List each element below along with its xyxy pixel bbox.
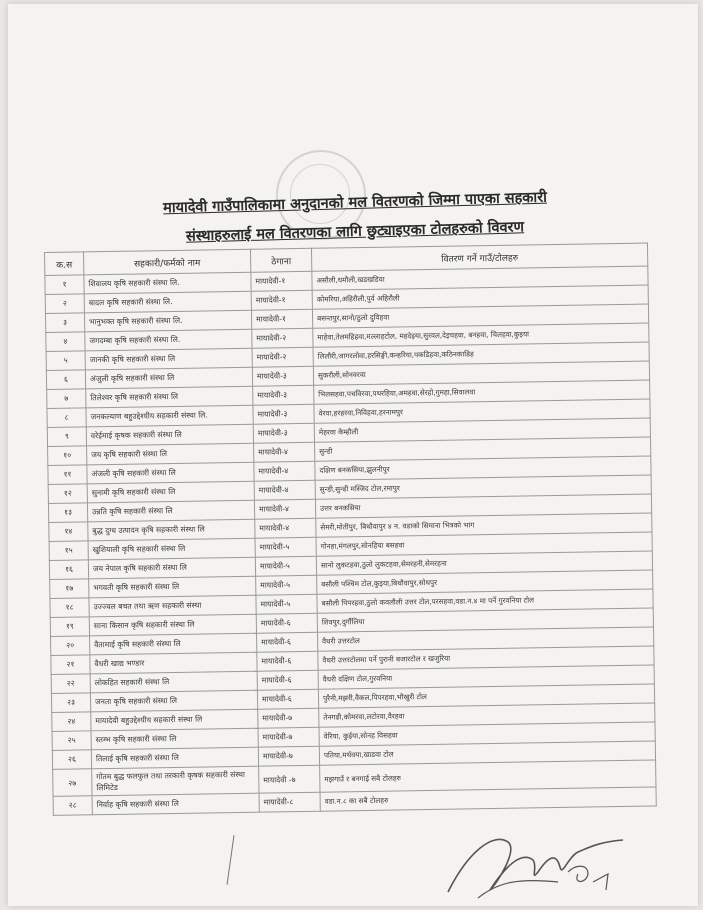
signature xyxy=(438,812,628,908)
row-serial: ११ xyxy=(48,465,87,485)
header-serial: क.स xyxy=(45,252,84,276)
row-villages-wards: तेनगढी,कोमरवा,लटोरवा,वैरहवा xyxy=(319,703,655,727)
header-address: ठेगाना xyxy=(250,248,311,272)
row-serial: १४ xyxy=(49,522,88,542)
row-address: मायादेवी-५ xyxy=(256,575,317,595)
row-serial: ६ xyxy=(46,370,85,390)
document-title-line-1: मायादेवी गाउँपालिकामा अनुदानको मल वितरणको जिम्मा पाएका सहकारी xyxy=(162,188,548,217)
row-serial: ७ xyxy=(47,389,86,409)
row-cooperative-name: अंजुली कृषि सहकारी संस्था लि xyxy=(85,367,252,389)
row-serial: २० xyxy=(51,636,90,656)
row-address: मायादेवी-२ xyxy=(252,328,313,348)
row-address: मायादेवी-२ xyxy=(252,347,313,367)
row-serial: २१ xyxy=(51,655,90,675)
row-serial: २४ xyxy=(52,712,91,732)
header-cooperative-name: सहकारी/फर्मको नाम xyxy=(84,249,251,275)
row-serial: १३ xyxy=(48,503,87,523)
row-address: मायादेवी -७ xyxy=(259,765,320,793)
row-serial: २२ xyxy=(51,674,90,694)
row-serial: २३ xyxy=(51,693,90,713)
row-address: मायादेवी-१ xyxy=(251,290,312,310)
row-cooperative-name: स्तम्भ कृषि सहकारी संस्था लि xyxy=(91,728,258,750)
row-serial: ४ xyxy=(46,332,85,352)
row-cooperative-name: जय नेपाल कृषि सहकारी संस्था लि xyxy=(88,557,255,579)
row-villages-wards: सुन्डी xyxy=(315,437,651,461)
row-serial: २६ xyxy=(52,750,91,770)
row-address: मायादेवी-७ xyxy=(258,708,319,728)
row-serial: ८ xyxy=(47,408,86,428)
row-serial: २ xyxy=(45,294,84,314)
row-villages-wards: बसौली पश्चिम टोल,कुइया,बिथौवापुर,सोधपुर xyxy=(317,570,653,594)
row-address: मायादेवी-४ xyxy=(254,480,315,500)
row-cooperative-name: जानकी कृषि सहकारी संस्था लि xyxy=(85,348,252,370)
row-serial: ९ xyxy=(47,427,86,447)
row-villages-wards: वैधरी उत्तरटोलमा पर्ने पुरानी बजारटोल र खजुरिया xyxy=(318,646,654,670)
row-address: मायादेवी-६ xyxy=(256,613,317,633)
row-villages-wards: मेहरवा केम्हौली xyxy=(314,418,650,442)
row-address: मायादेवी-६ xyxy=(257,651,318,671)
row-address: मायादेवी-३ xyxy=(253,404,314,424)
row-cooperative-name: उन्नति कृषि सहकारी संस्था लि xyxy=(87,500,254,522)
row-cooperative-name: बादल कृषि सहकारी संस्था लि. xyxy=(84,291,251,313)
row-cooperative-name: लोकहित सहकारी संस्था लि xyxy=(90,671,257,693)
row-address: मायादेवी-६ xyxy=(257,689,318,709)
row-serial: १२ xyxy=(48,484,87,504)
row-address: मायादेवी-६ xyxy=(257,632,318,652)
row-villages-wards: शिवपुर,दुर्गौलिया xyxy=(317,608,653,632)
row-serial: १८ xyxy=(50,598,89,618)
row-cooperative-name: जय कृषि सहकारी संस्था लि xyxy=(87,443,254,465)
row-cooperative-name: शिवालय कृषि सहकारी संस्था लि. xyxy=(84,272,251,294)
row-cooperative-name: तिलेश्वर कृषि सहकारी संस्था लि xyxy=(86,386,253,408)
row-serial: १५ xyxy=(49,541,88,561)
row-villages-wards: बसौली पिपरहवा,ठुलो कवलौली उत्तर टोल,परसहवा,वडा.न.४ मा पर्ने गुरवनिया टोल xyxy=(317,589,653,613)
row-address: मायादेवी-३ xyxy=(252,366,313,386)
row-cooperative-name: सुनामी कृषि सहकारी संस्था लि xyxy=(87,481,254,503)
row-villages-wards: सुकरौली,सोनवरवा xyxy=(313,361,649,385)
row-address: मायादेवी-६ xyxy=(257,670,318,690)
row-address: मायादेवी-५ xyxy=(255,537,316,557)
row-villages-wards: पुरैनी,मझरी,वैकल,पिपरहवा,भौखुरी टोल xyxy=(318,684,654,708)
row-cooperative-name: तिलाई कृषि सहकारी संस्था लि xyxy=(91,747,258,769)
row-villages-wards: लिलौरी,जागरलोवा,हरसिङ्गी,कन्हरिया,पकडिहवा,कठिनकाडिह xyxy=(313,342,649,366)
row-villages-wards: उत्तर बनकसिया xyxy=(315,494,651,518)
row-villages-wards: वडा.न.८ का सबै टोलहरु xyxy=(320,787,656,811)
row-villages-wards: वैधरी उत्तरटोल xyxy=(318,627,654,651)
row-address: मायादेवी-५ xyxy=(255,556,316,576)
row-serial: १ xyxy=(45,275,84,295)
row-serial: २५ xyxy=(52,731,91,751)
row-cooperative-name: अंजली कृषि सहकारी संस्था लि xyxy=(87,462,254,484)
row-villages-wards: मझगाउँ र बनगाई सबै टोलहरु xyxy=(320,760,656,792)
row-villages-wards: वेरिया, कुईया,सोनह विसहवा xyxy=(319,722,655,746)
row-cooperative-name: मायादेवी बहुउद्देश्यीय सहकारी संस्था लि xyxy=(91,709,258,731)
row-address: मायादेवी-३ xyxy=(253,423,314,443)
row-address: मायादेवी-४ xyxy=(255,518,316,538)
row-serial: २७ xyxy=(53,769,92,797)
row-cooperative-name: गोतम बुद्ध फलफुल तथा तरकारी कृषक सहकारी संस्था लिमिटेड xyxy=(92,766,259,796)
header-villages-wards: वितरण गर्ने गाउँ/टोलहरु xyxy=(311,243,647,271)
row-address: मायादेवी-३ xyxy=(253,385,314,405)
row-cooperative-name: निर्वाह कृषि सहकारी संस्था लि xyxy=(92,793,259,815)
row-cooperative-name: जनकल्याण बहुउद्देश्यीय सहकारी संस्था लि. xyxy=(86,405,253,427)
row-cooperative-name: जनता कृषि सहकारी संस्था लि xyxy=(90,690,257,712)
row-villages-wards: कोमरिया,अहिरौली,पुर्व अहिरौली xyxy=(312,285,648,309)
row-serial: १७ xyxy=(50,579,89,599)
document-title-line-2: संस्थाहरुलाई मल वितरणका लागि छुट्याइएका टोलहरुको विवरण xyxy=(185,218,525,245)
row-address: मायादेवी-८ xyxy=(259,792,320,812)
row-serial: ५ xyxy=(46,351,85,371)
row-cooperative-name: खुशियाली कृषि सहकारी संस्था लि xyxy=(88,538,255,560)
row-cooperative-name: भगवती कृषि सहकारी संस्था लि xyxy=(89,576,256,598)
row-villages-wards: गोनहा,मंगलपुर,सोनहिया बसहवा xyxy=(316,532,652,556)
row-villages-wards: पतिया,मर्थवया,खाडवा टोल xyxy=(319,741,655,765)
row-villages-wards: भिलसहवा,पचविरवा,पथरहिया,अमहवा,सेरहो,गुमहा,सिवालवा xyxy=(314,380,650,404)
row-cooperative-name: वरेईमाई कृषक सहकारी संस्था लि xyxy=(86,424,253,446)
row-serial: १९ xyxy=(50,617,89,637)
row-villages-wards: दक्षिण बनकसिया,झुलनीपुर xyxy=(315,456,651,480)
row-cooperative-name: जगदम्बा कृषि सहकारी संस्था लि. xyxy=(85,329,252,351)
row-serial: १६ xyxy=(49,560,88,580)
row-address: मायादेवी-१ xyxy=(251,271,312,291)
row-serial: १० xyxy=(48,446,87,466)
row-villages-wards: वैधरी दक्षिण टोल,गुरवनिया xyxy=(318,665,654,689)
row-address: मायादेवी-७ xyxy=(258,746,319,766)
row-cooperative-name: वैतामाई कृषि सहकारी संस्था लि xyxy=(90,633,257,655)
row-villages-wards: सुन्डी,सुन्डी मस्जिद टोल,रमापुर xyxy=(315,475,651,499)
row-villages-wards: माहेवा,तेलमहिहवा,मल्लाहटोल, महदेइया,सुरवल,देइचहवा, बनहवा, चिलहवा,कुइया xyxy=(313,323,649,347)
row-cooperative-name: साना किसान कृषि सहकारी संस्था लि xyxy=(89,614,256,636)
row-cooperative-name: उज्ज्वल बचत तथा ऋण सहकारी संस्था xyxy=(89,595,256,617)
row-address: मायादेवी-७ xyxy=(258,727,319,747)
row-serial: २८ xyxy=(53,796,92,816)
row-address: मायादेवी-४ xyxy=(254,499,315,519)
row-villages-wards: असौली,धमौली,खडखडिया xyxy=(312,266,648,290)
distribution-table xyxy=(44,243,657,816)
row-villages-wards: वेरवा,हरहरवा,निविहवा,हरनामपुर xyxy=(314,399,650,423)
row-address: मायादेवी-१ xyxy=(251,309,312,329)
row-cooperative-name: भानुभक्त कृषि सहकारी संस्था लि. xyxy=(84,310,251,332)
row-cooperative-name: वैधरी खाद्य भण्डार xyxy=(90,652,257,674)
row-cooperative-name: बुद्ध दुग्ध उत्पादन कृषि सहकारी संस्था लि xyxy=(88,519,255,541)
row-address: मायादेवी-५ xyxy=(256,594,317,614)
row-villages-wards: बसन्तपुर,सानो/ठुलो दुविहवा xyxy=(312,304,648,328)
row-serial: ३ xyxy=(45,313,84,333)
row-villages-wards: सानो लुकटहवा,ठुलो लुकटहवा,सेमरहनी,सेमरहना xyxy=(316,551,652,575)
row-address: मायादेवी-४ xyxy=(254,442,315,462)
row-address: मायादेवी-४ xyxy=(254,461,315,481)
row-villages-wards: सेमरी,मोतीपुर, बिथौवापुर ४ न. वडाको सिमाना भित्रको भाग xyxy=(316,513,652,537)
